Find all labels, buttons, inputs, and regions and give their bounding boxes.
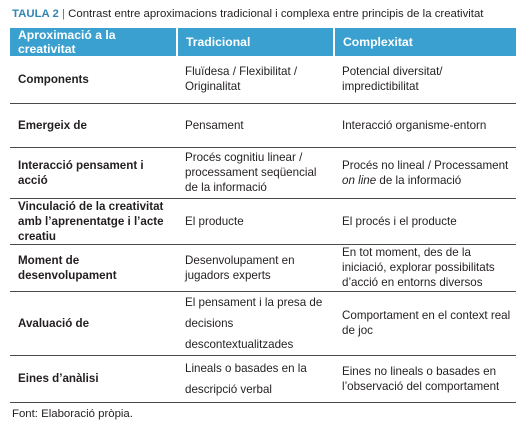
- table-row: [10, 291, 516, 355]
- row-label: Eines d’anàlisi: [10, 355, 177, 402]
- complexity-text-start: Procés no lineal / Processament: [342, 158, 509, 172]
- complexity-cell: El procés i el producte: [334, 198, 516, 244]
- traditional-cell: Lineals o basades en la descripció verbal: [177, 355, 334, 402]
- header-row: [10, 28, 516, 56]
- comparison-table: [10, 28, 516, 403]
- complexity-cell: Potencial diversitat/ impredictibilitat: [334, 56, 516, 103]
- traditional-cell: Pensament: [177, 103, 334, 147]
- traditional-cell: El producte: [177, 198, 334, 244]
- table-number: TAULA 2: [12, 8, 59, 20]
- table-header: [10, 28, 516, 56]
- complexity-cell: Eines no lineals o basades en l’observació del comportament: [334, 355, 516, 402]
- traditional-cell: Fluïdesa / Flexibilitat / Originalitat: [177, 56, 334, 103]
- table-row: [10, 198, 516, 244]
- header-traditional: Tradicional: [177, 28, 334, 56]
- source-note: Font: Elaboració pròpia.: [12, 408, 133, 420]
- caption-separator: |: [62, 8, 65, 20]
- header-complexity: Complexitat: [334, 28, 516, 56]
- complexity-cell: En tot moment, des de la iniciació, explorar possibilitats d’acció en entorns diversos: [334, 244, 516, 291]
- header-approach: Aproximació a la creativitat: [10, 28, 177, 56]
- table-row: [10, 355, 516, 402]
- table-row: [10, 56, 516, 103]
- traditional-cell: El pensament i la presa de decisions descontextualitzades: [177, 291, 334, 355]
- row-label: Vinculació de la creativitat amb l’aprenentatge i l’acte creatiu: [10, 198, 177, 244]
- caption-text: Contrast entre aproximacions tradicional i complexa entre principis de la creativitat: [68, 8, 484, 20]
- complexity-cell: Comportament en el context real de joc: [334, 291, 516, 355]
- row-label: Moment de desenvolupament: [10, 244, 177, 291]
- row-label: Emergeix de: [10, 103, 177, 147]
- row-label: Components: [10, 56, 177, 103]
- row-label: Avaluació de: [10, 291, 177, 355]
- table-row: [10, 244, 516, 291]
- table-caption: [12, 7, 522, 21]
- italic-term: on line: [342, 173, 377, 187]
- traditional-cell: Procés cognitiu linear / processament seqüencial de la informació: [177, 147, 334, 198]
- table-body: [10, 56, 516, 402]
- complexity-cell: Interacció organisme-entorn: [334, 103, 516, 147]
- row-label: Interacció pensament i acció: [10, 147, 177, 198]
- complexity-text-end: de la informació: [379, 173, 462, 187]
- comparison-table-container: [10, 28, 516, 403]
- traditional-cell: Desenvolupament en jugadors experts: [177, 244, 334, 291]
- complexity-cell: [334, 147, 516, 198]
- table-row: [10, 147, 516, 198]
- table-row: [10, 103, 516, 147]
